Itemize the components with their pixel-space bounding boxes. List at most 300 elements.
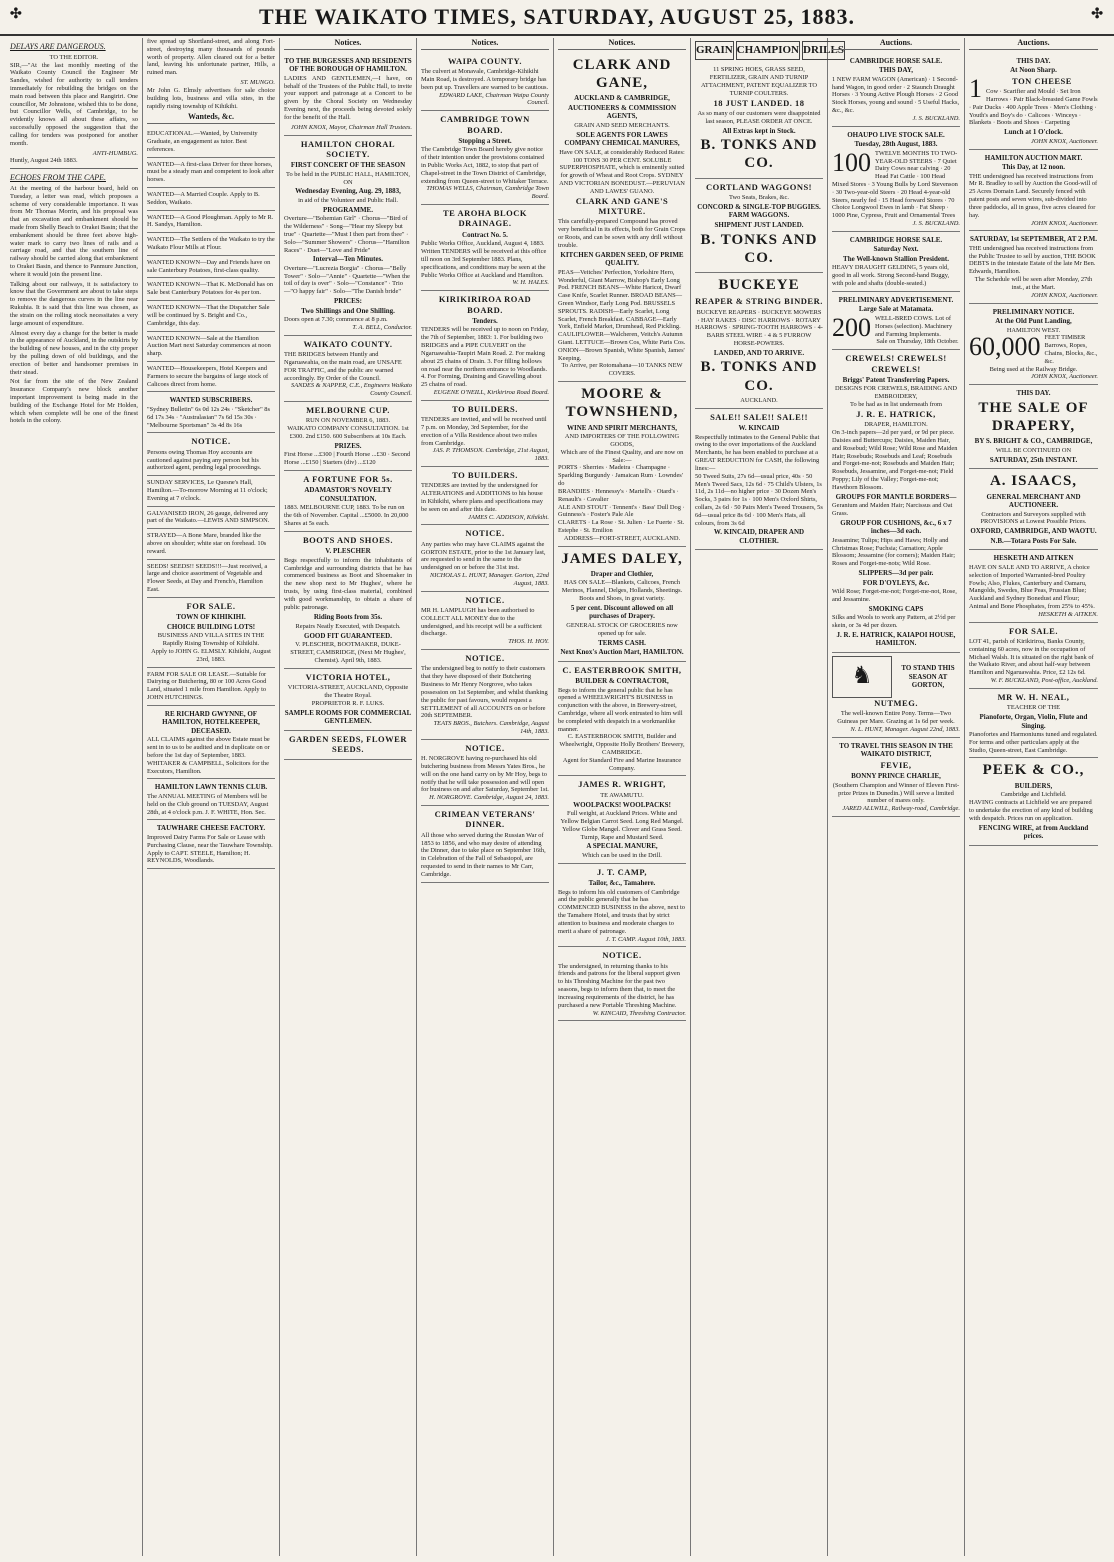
melbourne-cup-ad — [284, 402, 412, 471]
lots-subtitle: BUSINESS AND VILLA SITES IN THE Rapidly Rising Township of Kihikihi. — [157, 632, 265, 648]
wanted-text: EDUCATIONAL.—Wanted, by University Graduate, an engagement as tutor. Best references. — [147, 130, 258, 153]
book-debts-ad — [969, 231, 1098, 303]
delays-headline: DELAYS ARE DANGEROUS. — [10, 42, 106, 51]
saturday-next: Saturday Next. — [873, 245, 919, 254]
teats-signature: TEATS BROS., Butchers. Cambridge, August 14th, 1883. — [433, 720, 549, 735]
waipa-text: The culvert at Monavale, Cambridge-Kihikihi Main Road, is destroyed. A temporary bridge has been put up. Travellers are warned to be cautious. — [421, 68, 549, 91]
aroha-text: Public Works Office, Auckland, August 4, 1883. Written TENDERS will be received at this office till noon on 3rd September 1883. Plans, specifications, and conditions may be seen at the Public Works Office at Auckland and Hamilton. — [421, 240, 547, 279]
victoria-title: VICTORIA HOTEL, — [305, 671, 391, 682]
buggies: CONCORD & SINGLE-TOP BUGGIES. FARM WAGGONS. — [697, 202, 821, 220]
victoria-hotel-ad — [284, 669, 412, 731]
landed-arrive: LANDED, AND TO ARRIVE. — [713, 348, 805, 357]
burgesses-title: TO THE BURGESSES AND RESIDENTS OF THE BOROUGH OF HAMILTON. — [284, 56, 412, 74]
silks-text: Silks and Wools to work any Pattern, at 2½d per skein, or 3s 4d per dozen. — [832, 614, 956, 630]
sept-date: SATURDAY, 1st SEPTEMBER, AT 2 P.M. — [969, 235, 1097, 244]
gorton-notice — [421, 525, 549, 591]
peek-places: Cambridge and Lichfield. — [1000, 791, 1067, 799]
boots-title: BOOTS AND SHOES. — [303, 534, 393, 545]
timber-count: 60,000 — [969, 332, 1041, 362]
just-landed: 18 JUST LANDED. 18 — [713, 97, 805, 108]
shipment: SHIPMENT JUST LANDED. — [714, 221, 804, 229]
wanted-text: WANTED—A Good Ploughman. Apply to Mr R. H. Sandys, Hamilton. — [147, 213, 274, 229]
totara-posts: N.B.—Totara Posts For Sale. — [990, 536, 1077, 545]
cheese-factory-text: Improved Dairy Farms For Sale or Lease with Purchasing Clause, near the Tauwhare Township. Apply to CAPT. STEELE, Hamilton; H. REYNOLDS, Woodlands. — [147, 833, 273, 865]
victoria-proprietor: PROPRIETOR R. F. LUKS. — [311, 699, 385, 707]
cambridge-horse-sale-ad — [832, 53, 960, 127]
kaiapoi-house: J. R. E. HATRICK, KAIAPOI HOUSE, HAMILTON. — [836, 630, 956, 648]
punt-landing: At the Old Punt Landing, — [995, 317, 1072, 326]
county-text: THE BRIDGES between Huntly and Ngaruawahia, on the main road, are UNSAFE FOR TRAFFIC, and the public are warned accordingly. By Order of the Council. — [284, 351, 402, 382]
railway-bridge: Being used at the Railway Bridge. — [989, 365, 1078, 373]
aroha-ad — [421, 205, 549, 291]
lot-text: LOT 41, parish of Kirikiriroa, Banks County, containing 60 acres, now in the occupation of Michael Walsh. It is situated on the right bank of the Waikato River, and about half-way between Hamilton and Ngaruawahia. Price, £2 12s 6d. — [969, 637, 1094, 677]
waipa-title: WAIPA COUNTY. — [447, 55, 523, 66]
moore-sub: Which are of the Finest Quality, and are now on Sale:— — [560, 448, 684, 464]
services-ad — [147, 476, 275, 506]
gwynne-text: ALL CLAIMS against the above Estate must be sent in to us to be audited and in duplicate on or before the 1st day of September, 1883. WHITAKER & CAMPBELL, Solicitors for the Executors, Hamilton. — [147, 736, 270, 775]
column-7 — [828, 38, 965, 1556]
stallion-title: The Well-known Stallion President. — [843, 254, 949, 263]
crewels-ad — [832, 350, 960, 653]
prices-text: Two Shillings and One Shilling. — [301, 306, 395, 315]
manure-sub: Which can be used in the Drill. — [582, 851, 662, 859]
wanted-ad — [147, 233, 275, 256]
echoes-headline: ECHOES FROM THE CAPE. — [10, 173, 106, 183]
noon-sharp: At Noon Sharp. — [1010, 66, 1057, 75]
stallion-text: HEAVY DRAUGHT GELDING, 5 years old, good in all work. Strong Second-hand Buggy, with pole and shafts (double-seated.) — [832, 264, 950, 288]
allwill-signature: JARED ALLWILL, Railway-road, Cambridge. — [842, 805, 960, 813]
wright-ad — [558, 776, 686, 863]
notice-title: NOTICE. — [465, 528, 505, 539]
daley-title: JAMES DALEY, — [561, 550, 683, 567]
echoes-paragraph: At the meeting of the harbour board, held on Tuesday, a letter was read, which proposes a scheme of very considerable importance. It was from Mr Thomas Morrin, and his proposal was that an excavation and embankment should be made from Shelly Beach to Orakei Basin; that the embankment should be three feet above high-water mark to carry two lines of rails and a carriage road, and that the southern line of railway should be carried along that embankment to Orakei Basin, and thence to Panmure Junction, where it would join the present line. — [10, 184, 138, 278]
matamata-ad — [832, 292, 960, 350]
drills-ad — [695, 63, 823, 178]
moore-brandies: BRANDIES · Hennessy's · Martell's · Otard's · Renault's · Cavalier — [558, 487, 679, 503]
norgrove-text: H. NORGROVE having re-purchased his old butchering business from Messrs Yates Bros., he will on the one hand carry on by Mr Hoy, begs to notify that he will take possession and will open for business on and after Saturday, September 1st. — [421, 755, 549, 794]
tonks-name: B. TONKS AND CO. — [700, 359, 818, 394]
notice-title: NOTICE. — [465, 742, 505, 753]
reaper-title: REAPER & STRING BINDER. — [695, 296, 823, 307]
horse-icon: ♞ — [832, 656, 892, 698]
knox-signature: JOHN KNOX, Auctioneer. — [1031, 291, 1098, 299]
easterbrook-ad — [558, 662, 686, 777]
moore-townshend-ad — [558, 382, 686, 547]
cortland-ad — [695, 179, 823, 273]
butchers-notice — [421, 650, 549, 740]
charlie-title: BONNY PRINCE CHARLIE, — [851, 772, 941, 781]
interval: Interval—Ten Minutes. — [312, 255, 384, 264]
neal-instruments: Pianoforte, Organ, Violin, Flute and Singing. — [979, 712, 1088, 730]
tonks-name: B. TONKS AND CO. — [700, 137, 818, 172]
travel-title: TO TRAVEL THIS SEASON IN THE WAIKATO DISTRICT, — [839, 741, 953, 759]
arrive-text: To Arrive, per Rotomahana—10 TANKS NEW COVERS. — [561, 362, 683, 378]
subscribers-table: "Sydney Bulletin" 6s 0d 12s 24s · "Sketcher" 8s 6d 17s 34s · "Australasian" 7s 6d 15s 30s · "Melbourne Sportsman" 3s 4d 8s 16s — [147, 405, 270, 429]
camp-text: Begs to inform his old customers of Cambridge and the public generally that he has COMMENCED BUSINESS in the above, next to the Tamahere Hotel, and trusts that by strict attention to business and moderate charges to merit a share of patronage. — [558, 888, 685, 935]
isaacs-title: A. ISAACS, — [989, 473, 1078, 490]
ohaupo-date: Tuesday, 28th August, 1883. — [854, 140, 938, 149]
plescher-text: Begs respectfully to inform the inhabitants of Cambridge and surrounding districts that he has commenced business as Boot and Shoemaker in the new shop next to Mr Hughes', where he trusts, by using first-class material, combined with good workmanship, to obtain a share of public patronage. — [284, 556, 412, 611]
kitchen-text: PEAS—Veitches' Perfection, Yorkshire Hero, Wonderful, Giant Marrow, Bishop's Early Long Pod. FRENCH BEANS—White Haricot, Dwarf Case Knife, Scarlet Runner. BROAD BEANS—Green Windsor, Early Long Pod. BRUSSELS SPROUTS. RADISH—Early Scarlet, Long Scarlet, French Breakfast. CABBAGE—Early York, Enfield Market, Drumhead, Red Pickling. CAULIFLOWER—Walcheren, Veitch's Autumn Giant. LETTUCE—Brown Cos, White Paris Cos. ONION—Brown Spanish, White Spanish, James' Keeping. — [558, 268, 686, 362]
wells-signature: THOMAS WELLS, Chairman, Cambridge Town Board. — [426, 185, 549, 201]
lunch: Lunch at 1 O'clock. — [1004, 128, 1063, 137]
concert-where: To be held in the PUBLIC HALL, HAMILTON, ON — [286, 170, 410, 186]
wright-sub: TE AWAMUTU. — [600, 791, 644, 799]
landed-text: As so many of our customers were disappointed last season, PLEASE ORDER AT ONCE. — [697, 110, 821, 125]
doyleys: FOR D'OYLEYS, &c. — [862, 578, 930, 587]
kincaid-signature: W. KINCAID, Threshing Contractor. — [592, 1009, 686, 1017]
kihikihi-lots-ad — [147, 598, 275, 668]
wanted-text: WANTED—The Settlers of the Waikato to try the Waikato Flour Mills at Flour. — [147, 236, 275, 251]
notices-heading: Notices. — [558, 38, 686, 50]
hamilton-mart-ad — [969, 150, 1098, 232]
contract-title: Contract No. 5. — [462, 230, 508, 239]
article-continuation: five spread up Shortland-street, and along Fort-street, destroying many thousands of pounds worth of property. Allen cleared out for a better land, leaving his unfortunate partner, Hills, a ruined man. — [147, 38, 275, 77]
programme-part-1: Overture—"Bohemian Girl" · Chorus—"Bird of the Wilderness" · Song—"Hear my Sleepy but true" · Quartette—"Must I then part from thee" · Solo—"Summer Showers" · Chorus—"Hamilton Races" · Duet—"Love and Pride" — [284, 215, 410, 254]
slippers: SLIPPERS—3d per pair. — [858, 569, 934, 578]
noon-12: This Day, at 12 noon. — [1001, 163, 1066, 172]
grain-label: GRAIN — [695, 41, 734, 60]
thomson-signature: JAS. P. THOMSON. Cambridge, 21st August, 1883. — [432, 447, 549, 463]
cheese-sale-ad — [969, 53, 1098, 150]
hoy-notice — [147, 433, 275, 476]
ohaupo-title: OHAUPO LIVE STOCK SALE. — [847, 130, 945, 139]
notices-heading: Notices. — [421, 38, 549, 50]
mixture-text: This carefully-prepared Compound has proved very beneficial in its effects, both for Grain Crops or Roots, and can be sown with any drill without trouble. — [558, 218, 686, 249]
ohaupo-ad — [832, 127, 960, 232]
knox-signature: JOHN KNOX, Auctioneer. — [1031, 137, 1098, 145]
clark-sub: GRAIN AND SEED MERCHANTS. — [574, 121, 670, 129]
drills-text: 11 SPRING HOES, GRASS SEED, FERTILIZER, GRAIN AND TURNIP ATTACHMENT, PATENT EQUALIZER TO TURNIP COULTERS. — [701, 66, 817, 97]
choice-lots: CHOICE BUILDING LOTS! — [166, 622, 256, 631]
cheese-count: 1 — [969, 73, 982, 103]
column-6 — [691, 38, 844, 1556]
book-debts-text: THE undersigned has received instructions from the Public Trustee to sell by auction, THE BOOK DEBTS in the intestate Estate of the late Mr Ben. Edwards, Hamilton. — [969, 244, 1096, 276]
mantle-text: Geranium and Maiden Hair; Narcissus and Oat Grass. — [832, 502, 953, 517]
easterbrook-sub: BUILDER & CONTRACTOR, — [575, 676, 669, 685]
prices-title: PRICES: — [333, 297, 362, 306]
notice-text: Persons owing Thomas Hoy accounts are cautioned against paying any person but his authorized agent, pending legal proceedings. — [147, 448, 262, 472]
wanted-text: WANTED—A first-class Driver for three horses, must be a steady man and competent to look after horses. — [147, 160, 274, 184]
builders-ad — [421, 401, 549, 467]
cheese-title: TON CHEESE — [1012, 75, 1072, 86]
threshing-text: The undersigned, in returning thanks to his friends and patrons for the liberal support given to his Threshing Machine for the past two seasons, begs to inform them that, to meet the increasing requirements of the district, he has purchased a new Portable Threshing Machine. — [558, 962, 680, 1009]
fortune-title: A FORTUNE FOR 5s. — [303, 473, 393, 484]
norgrove-notice — [421, 740, 549, 806]
masthead — [0, 0, 1114, 36]
wright-title: JAMES R. WRIGHT, — [578, 779, 666, 790]
kirikiriroa-text: TENDERS will be received up to noon on Friday, the 7th of September, 1883: 1. For building two BRIDGES and a PIPE CULVERT on the Ngaruawahia-Taupiri Main Road. 2. For making about 25 chains of Drain. 3. For filling hollows on road near the northern entrance to Woodlands. 4. For Forming, Draining and Gravelling about 25 chains of road. — [421, 326, 549, 389]
camp-sub: Tailor, &c., Tamahere. — [588, 879, 656, 888]
county-ad — [284, 336, 412, 402]
neal-ad — [969, 689, 1098, 759]
seeds-text: SEEDS! SEEDS!! SEEDS!!!—Just received, a large and choice assortment of Vegetable and Flower Seeds, at Day and French's, Hamilton East. — [147, 562, 268, 594]
elmsly-note: Mr John G. Elmsly advertises for sale choice building lots, business and villa sites, in the rapidly rising township of Kihikihi. — [147, 86, 275, 110]
builders2-title: TO BUILDERS. — [452, 470, 518, 481]
matamata-title: Large Sale at Matamata. — [858, 305, 934, 314]
fencing-wire: FENCING WIRE, at from Auckland prices. — [978, 823, 1089, 841]
wanted-ad — [147, 188, 275, 211]
prelim-notice: PRELIMINARY NOTICE. — [992, 307, 1075, 316]
subscribers-title: WANTED SUBSCRIBERS. — [169, 396, 253, 405]
farm-ad — [147, 668, 275, 706]
buckland-signature: J. S. BUCKLAND. — [912, 220, 960, 228]
hoy-signature: THOS. H. HOY. — [508, 638, 549, 646]
gwynne-title: RE RICHARD GWYNNE, OF HAMILTON, HOTELKEEPER, DECEASED. — [162, 709, 260, 735]
wanted-ad — [147, 362, 275, 392]
fit-guaranteed: GOOD FIT GUARANTEED. — [304, 631, 392, 640]
champion-label: CHAMPION — [736, 41, 800, 60]
masthead-ornament-right: ✣ — [1091, 7, 1104, 22]
groceries-text: GENERAL STOCK OF GROCERIES now opened up for sale. — [566, 621, 678, 637]
hamilton-west: HAMILTON WEST. — [1006, 326, 1061, 334]
cheese-factory-title: TAUWHARE CHEESE FACTORY. — [156, 824, 266, 833]
notice-title: NOTICE. — [465, 594, 505, 605]
repairs: Repairs Neatly Executed, with Despatch. — [295, 622, 401, 630]
iron-text: GALVANISED IRON, 26 gauge, delivered any part of the Waikato.—LEWIS AND SIMPSON. — [147, 509, 270, 525]
wanted-ad — [147, 211, 275, 234]
peek-text: HAVING contracts at Lichfield we are prepared to undertake the erection of any kind of building with despatch. Prices run on application. — [969, 799, 1093, 822]
ohaupo-list: TWELVE MONTHS TO TWO-YEAR-OLD STEERS · 7 Quiet Dairy Cows near calving · 20 Head Fat Cattle · 100 Head Mixed Stores · 3 Young Bulls by Lord Stevenson · 30 Two-year-old Steers · 20 Head 4-year-old Steers, nearly fed · 15 Head forward Stores · 70 Choice Longwool Ewes in lamb · Fat Sheep · 1000 Pine, Cypress, Fruit and Ornamental Trees — [832, 149, 958, 220]
moore-ports: PORTS · Sherries · Madeira · Champagne · Sparkling Burgundy · Jamaican Rum · Lowndes' do — [558, 464, 683, 488]
norgrove-signature: H. NORGROVE. Cambridge, August 24, 1883. — [429, 794, 549, 802]
tenders-title: Tenders. — [472, 316, 498, 325]
moore-sub: WINE AND SPIRIT MERCHANTS, — [567, 423, 677, 432]
wanted-text: WANTED KNOWN—That K. McDonald has on Sale best Canterbury Potatoes for 4s per ton. — [147, 281, 274, 297]
tennis-title: HAMILTON LAWN TENNIS CLUB. — [154, 783, 268, 792]
kitchen-title: KITCHEN GARDEN SEED, OF PRIME QUALITY. — [560, 250, 684, 268]
echoes-paragraph: Talking about our railways, it is satisfactory to know that the Government are about to take steps to remove the dangerous curves in the line near Rukuhia. It is said that this line was chosen, as the strain on the rolling stock necessitates a very large amount of expenditure. — [10, 280, 138, 327]
crewels-title: CREWELS! CREWELS! CREWELS! — [845, 353, 947, 374]
concert-aid: in aid of the Volunteer and Public Hall. — [298, 196, 398, 204]
smoking-caps: SMOKING CAPS — [868, 604, 924, 613]
sale-title: CAMBRIDGE HORSE SALE. — [849, 56, 943, 65]
choral-title: HAMILTON CHORAL SOCIETY. — [300, 138, 396, 159]
delays-letter: SIR,—"At the last monthly meeting of the Waikato County Council the Engineer Mr Sandes, wished for authority to call tenders immediately for rebuilding the bridges on the main road between this place and Rangiriri. One councillor, Mr Johnstone, wished this to be done, but Councillor Wells, of Cambridge, to be evidently knows all about these affairs, so successfully opposed the suggestion that the calling for tenders was postponed for another month. — [10, 61, 138, 147]
cup-consultation: WAIKATO COMPANY CONSULTATION. 1st £300. 2nd £150. 600 Subscribers at 10s Each. — [287, 425, 409, 440]
garden-seeds-ad — [284, 731, 412, 761]
terms-cash: TERMS CASH. — [598, 638, 646, 647]
buckeye-ad — [695, 273, 823, 409]
prizes-title: PRIZES. — [334, 441, 362, 450]
nutmeg-signature: N. L. HUNT, Manager. August 22nd, 1883. — [850, 725, 960, 733]
masthead-ornament-left: ✣ — [10, 7, 23, 22]
isaacs-ad — [969, 469, 1098, 550]
this-day: THIS DAY. — [1016, 389, 1051, 398]
farm-text: FARM FOR SALE OR LEASE.—Suitable for Dairying or Butchering, 80 or 100 Acres Good Land, situated 1 mile from Hamilton. Apply to JOHN HUTCHINGS. — [147, 670, 267, 701]
newspaper-columns — [6, 38, 1108, 1556]
neal-title: MR W. H. NEAL, — [997, 691, 1070, 702]
wanted-text: WANTED KNOWN—Day and Friends have on sale Canterbury Potatoes, first-class quality. — [147, 258, 271, 274]
kirikiriroa-signature: EUGENE O'NEILL, Kirikiriroa Road Board. — [433, 388, 549, 396]
designs-text: On 3-inch papers—2d per yard, or 9d per piece. Daisies and Buttercups; Daisies, Maiden Hair, and Rosebud; Wild Rose; Wild Rose and Maiden Hair; Rosebuds; Rosebuds and Leaf; Rosebuds and Forget-me-not; Rosebuds and Maiden Hair; Rosebuds, Jessamine, and Forget-me-not; Field Poppy; Lily of the Valley; Forget-me-not; Hawthorn Blossom. — [832, 429, 958, 491]
this-day: THIS DAY, — [878, 66, 914, 75]
programme-title: PROGRAMME. — [323, 205, 373, 214]
daley-ad — [558, 547, 686, 662]
lots-apply: Apply to JOHN G. ELMSLY. Kihikihi, August 23rd, 1883. — [151, 647, 271, 663]
addison-signature: JAMES C. ADDISON, Kihikihi. — [468, 513, 549, 521]
county-title: WAIKATO COUNTY. — [303, 338, 393, 349]
preliminary-title: PRELIMINARY ADVERTISEMENT. — [838, 295, 954, 304]
kincaid-name: W. KINCAID — [738, 424, 780, 433]
knox-signature: JOHN KNOX, Auctioneer. — [1031, 219, 1098, 227]
easterbrook-title: C. EASTERBROOK SMITH, — [562, 664, 682, 675]
cup-title: MELBOURNE CUP. — [306, 405, 390, 416]
waipa-ad — [421, 53, 549, 111]
crimean-text: All those who served during the Russian War of 1853 to 1856, and who may desire of attending the Dinner, due to take place on September 16th, in Celebration of the Fall of Sebastopol, are requested to send in their names to Mr Carr, Cambridge. — [421, 831, 546, 878]
kincaid-text: Respectfully intimates to the General Public that owing to the over importations of the Auckland Merchants, he has been enabled to purchase at a GREAT REDUCTION for CASH, the following lines:— — [695, 433, 820, 472]
column-4 — [417, 38, 554, 1556]
this-day: THIS DAY. — [1016, 56, 1051, 65]
cheese-list: Cow · Scarifier and Mould · Set Iron Harrows · Pair Black-breasted Game Fowls · Pair Ducks · 400 Apple Trees · Men's Clothing · Youth's and Boy's do · Calicoes · Winceys · Blankets · Boots and Shoes · Carpeting — [969, 88, 1098, 127]
moore-claret: CLARETS · La Rose · St. Julien · Le Fuerte · St. Estephe · St. Emilion — [558, 519, 685, 534]
notice-title: NOTICE. — [465, 653, 505, 664]
column-1 — [6, 38, 143, 1556]
fevie-title: FEVIE, — [880, 759, 912, 770]
plescher-name: V. PLESCHER — [325, 547, 371, 556]
designs-title: DESIGNS FOR CREWELS, BRAIDING AND EMBROIDERY, — [835, 385, 957, 401]
delays-signature: ANTI-HUMBUG. — [92, 149, 138, 157]
prizes-list: First Horse ...£300 | Fourth Horse ...£30 · Second Horse ...£150 | Starters (div) ...£120 — [284, 451, 411, 467]
nutmeg-header — [832, 656, 960, 698]
clark-text: Have ON SALE, at considerably Reduced Rates: 100 TONS 30 PER CENT. SOLUBLE SUPERPHOSPHATE, which is eminently suited for growth of Wheat and Root Crops. SYDNEY AND VICTORIAN BONEDUST.—PERUVIAN AND LAWES' GUANO. — [559, 148, 685, 195]
clark-sub: SOLE AGENTS FOR LAWES COMPANY CHEMICAL MANURES, — [564, 130, 680, 148]
wanted-ad — [147, 278, 275, 301]
for-sale-title: FOR SALE. — [186, 600, 236, 611]
hales-signature: W. H. HALES. — [512, 279, 549, 287]
peek-title: PEEK & CO., — [982, 762, 1085, 779]
stopping-title: Stopping a Street. — [458, 136, 512, 145]
burgesses-text: LADIES AND GENTLEMEN,—I have, on behalf of the Trustees of the Public Hall, to invite your support and patronage at a Concert to be given by the Choral Society on Wednesday Evening next, the proceeds being devoted solely for the benefit of the Hall. — [284, 74, 412, 121]
butchers-text: The undersigned beg to notify to their customers that they have disposed of their Butchering Business to Mr Henry Norgrove, who takes possession on 1st September, and whilst thanking the public for past favours, would request a SETTLEMENT of all ACCOUNTS on or before 20th SEPTEMBER. — [421, 665, 548, 720]
stand-title: TO STAND THIS SEASON AT GORTON, — [901, 664, 955, 690]
drapery-by: BY S. BRIGHT & CO., CAMBRIDGE, — [974, 437, 1093, 446]
burgesses-ad — [284, 53, 412, 136]
concert-title: FIRST CONCERT OF THE SEASON — [290, 161, 406, 170]
woolpacks-text: Full weight, at Auckland Prices. White and Yellow Belgian Carrot Seed. Long Red Mangel. Yellow Globe Mangel. Clover and Grass Seed. Turnip, Rape and Mustard Seed. — [560, 810, 684, 841]
peek-ad — [969, 758, 1098, 845]
nutmeg-title: NUTMEG. — [874, 697, 918, 708]
county-signature: SANDES & NAPPER, C.E., Engineers Waikato County Council. — [291, 382, 412, 398]
woolpacks: WOOLPACKS! WOOLPACKS! — [573, 800, 671, 809]
article-signature: ST. MUNGO. — [240, 79, 275, 87]
builders2-text: TENDERS are invited by the undersigned for ALTERATIONS and ADDITIONS to his house in Kihikihi, where plans and specifications may be seen on and after this date. — [421, 482, 543, 513]
column-8 — [965, 38, 1102, 1556]
column-3 — [280, 38, 417, 1556]
cushion-groups: GROUP FOR CUSHIONS, &c., 6 x 7 inches—3d each. — [840, 518, 952, 536]
schedule-text: The Schedule will be seen after Monday, 27th inst., at the Mart. — [974, 276, 1093, 291]
wanted-ad — [147, 256, 275, 279]
iron-ad — [147, 507, 275, 530]
clark-sub: AUCKLAND & CAMBRIDGE, — [574, 94, 670, 103]
kincaid-signature: W. KINCAID, DRAPER AND CLOTHIER. — [713, 528, 805, 545]
hesketh-signature: HESKETH & AITKEN. — [1038, 610, 1098, 618]
camp-ad — [558, 864, 686, 948]
wanteds-heading: Wanteds, &c. — [147, 112, 275, 124]
echoes-paragraph: Almost every day a change for the better is made in the appearance of Auckland, in the outskirts by the building of new houses, and in the city proper by the pulling down of old buildings, and the erection of better and handsomer premises in their stead. — [10, 329, 138, 376]
insurance-agent: Agent for Standard Fire and Marine Insurance Company. — [562, 756, 682, 772]
peek-sub: BUILDERS, — [1014, 781, 1053, 790]
concert-when: Wednesday Evening, Aug. 29, 1883, — [295, 187, 401, 196]
kihikihi-town: TOWN OF KIHIKIHI. — [176, 613, 246, 622]
manure-title: A SPECIAL MANURE, — [586, 842, 658, 851]
camp-title: J. T. CAMP, — [597, 866, 647, 877]
wanted-text: WANTED KNOWN—That the Dispatcher Sale will be continued by S. Bright and Co., Cambridge, this day. — [147, 304, 270, 327]
tonks-name: B. TONKS AND CO. — [700, 231, 818, 266]
garden-title: GARDEN SEEDS, FLOWER SEEDS. — [289, 733, 407, 754]
hesketh-title: HESKETH AND AITKEN — [993, 554, 1074, 563]
wanted-ad — [147, 127, 275, 157]
wanted-ad — [147, 301, 275, 331]
riding-boots: Riding Boots from 35s. — [313, 613, 383, 622]
column-5 — [554, 38, 691, 1556]
column-2 — [143, 38, 280, 1556]
notice-title: NOTICE. — [602, 950, 642, 961]
knox-address: Next Knox's Auction Mart, HAMILTON. — [560, 648, 684, 657]
hesketh-text: HAVE ON SALE AND TO ARRIVE, A choice selection of Imported Warranted-bred Poultry Fowls; Also, Flukes, Canterbury and Oamaru, Mangolds, Swedes, Blue Peas, Prussian Blue; Auckland and Sydney Bonedust and Flour; Animal and Bone Phosphates, from 25% to 45%. — [969, 563, 1095, 610]
buckeye-list: BUCKEYE REAPERS · BUCKEYE MOWERS · HAY RAKES · DISC HARROWS · ROTARY HARROWS · SPRING-TOOTH HARROWS · 4-BARB STEEL WIRE · 4 & 5 FURROW HORSE-POWERS. — [695, 308, 823, 348]
town-board-ad — [421, 111, 549, 205]
tennis-text: The ANNUAL MEETING of Members will be held on the Club ground on TUESDAY, August 28th, at 4 o'clock p.m. J. F. WHITE, Hon. Sec. — [147, 793, 269, 816]
cortland-text: Two Seats, Brakes, &c. — [729, 194, 789, 202]
wanted-ad — [147, 332, 275, 362]
cup-run: RUN ON NOVEMBER 6, 1883. — [305, 417, 391, 425]
president-ad — [832, 232, 960, 292]
adamastor-ad — [284, 471, 412, 532]
horse-sale-title: CAMBRIDGE HORSE SALE. — [849, 235, 943, 244]
neal-sub: TEACHER OF THE — [1006, 704, 1061, 712]
adamastor-title: ADAMASTOR'S NOVELTY CONSULTATION. — [304, 486, 392, 503]
lamplugh-text: MR H. LAMPLUGH has been authorised to COLLECT ALL MONEY due to the undersigned, and his receipt will be a sufficient discharge. — [421, 607, 542, 638]
daley-text: HAS ON SALE—Blankets, Calicoes, French Merinos, Flannel, Delges, Hollands, Sheetings. Boots and Shoes, in great variety. — [561, 579, 683, 603]
matamata-count: 200 — [832, 312, 871, 342]
mart-text: THE undersigned has received instructions from Mr R. Bradley to sell by Auction the Good-will of 25 Acres Domain Land. Securely fenced with patent posts and seven wires, sub-divided into three paddocks, all in grass, five acres cleared for hay. — [969, 172, 1098, 219]
continued-date: SATURDAY, 25th INSTANT. — [989, 455, 1078, 464]
strayed-ad — [147, 529, 275, 559]
easterbrook-text: Begs to inform the general public that he has opened a WHEELWRIGHT'S BUSINESS in conjunction with the above, in Brewery-street, Cambridge, where all work entrusted to him will be completed with despatch in a workmanlike manner. — [558, 686, 683, 733]
services-text: SUNDAY SERVICES, Le Quesne's Hall, Hamilton.—To-morrow Morning at 11 o'clock; Evening at 7 o'clock. — [147, 479, 268, 502]
builders-title: TO BUILDERS. — [452, 403, 518, 414]
tonks-city: AUCKLAND. — [740, 396, 778, 404]
clark-sub: AUCTIONEERS & COMMISSION AGENTS, — [567, 103, 677, 121]
conductor: T. A. BELL, Conductor. — [352, 323, 412, 331]
notice-title: NOTICE. — [191, 436, 231, 447]
kirikiriroa-ad — [421, 291, 549, 401]
timber-ad — [969, 304, 1098, 386]
sale-title: SALE!! SALE!! SALE!! — [710, 411, 808, 422]
ohaupo-count: 100 — [832, 147, 871, 177]
cushion-text: Jessamine; Tulips; Hips and Haws; Holly and Christmas Rose; Fuchsia; Carnation; Apple Blossom; Jessamine (for corners); Maiden Hair; Roses and Forget-me-nots; Wild Rose. — [832, 536, 955, 568]
moore-title: MOORE & TOWNSHEND, — [565, 386, 679, 421]
tennis-ad — [147, 779, 275, 820]
kincaid-threshing-notice — [558, 947, 686, 1021]
auctions-heading: Auctions. — [832, 38, 960, 50]
plescher-address: V. PLESCHER, BOOTMAKER, DUKE-STREET, CAMBRIDGE, (Next Mr Hughes', Chemist). April 9th, 1883. — [290, 641, 406, 664]
mixture-title: CLARK AND GANE'S MIXTURE. — [575, 195, 669, 217]
strayed-text: STRAYED—A Bone Mare, branded like the above on shoulder; white star on forehead. 10s reward. — [147, 532, 267, 555]
clark-title: CLARK AND GANE, — [572, 56, 672, 92]
divider — [10, 168, 138, 169]
concert-ad — [284, 136, 412, 336]
stopping-text: The Cambridge Town Board hereby give notice of their intention under the provisions contained in Public Works Act, 1882, to stop that part of Chapel-street in the Town District of Cambridge, extending from Queen-street to Whitaker Terrace. — [421, 146, 549, 185]
continued: WILL BE CONTINUED ON — [995, 446, 1072, 454]
victoria-address: VICTORIA-STREET, AUCKLAND, Opposite the Theatre Royal. — [287, 684, 409, 699]
echoes-paragraph: Not far from the site of the New Zealand Insurance Company's new block another important improvement is being made in the building of the Exchange Hotel for Mr Holden, which when complete will be one of the finest hotels in the colony. — [10, 378, 138, 425]
matamata-text: WELL-BRED COWS. Lot of Horses (selection). Machinery and Farming Implements. — [875, 314, 953, 338]
isaacs-sub: GENERAL MERCHANT AND AUCTIONEER. — [986, 492, 1081, 510]
aroha-title: TE AROHA BLOCK DRAINAGE. — [443, 208, 527, 229]
builders2-ad — [421, 467, 549, 525]
